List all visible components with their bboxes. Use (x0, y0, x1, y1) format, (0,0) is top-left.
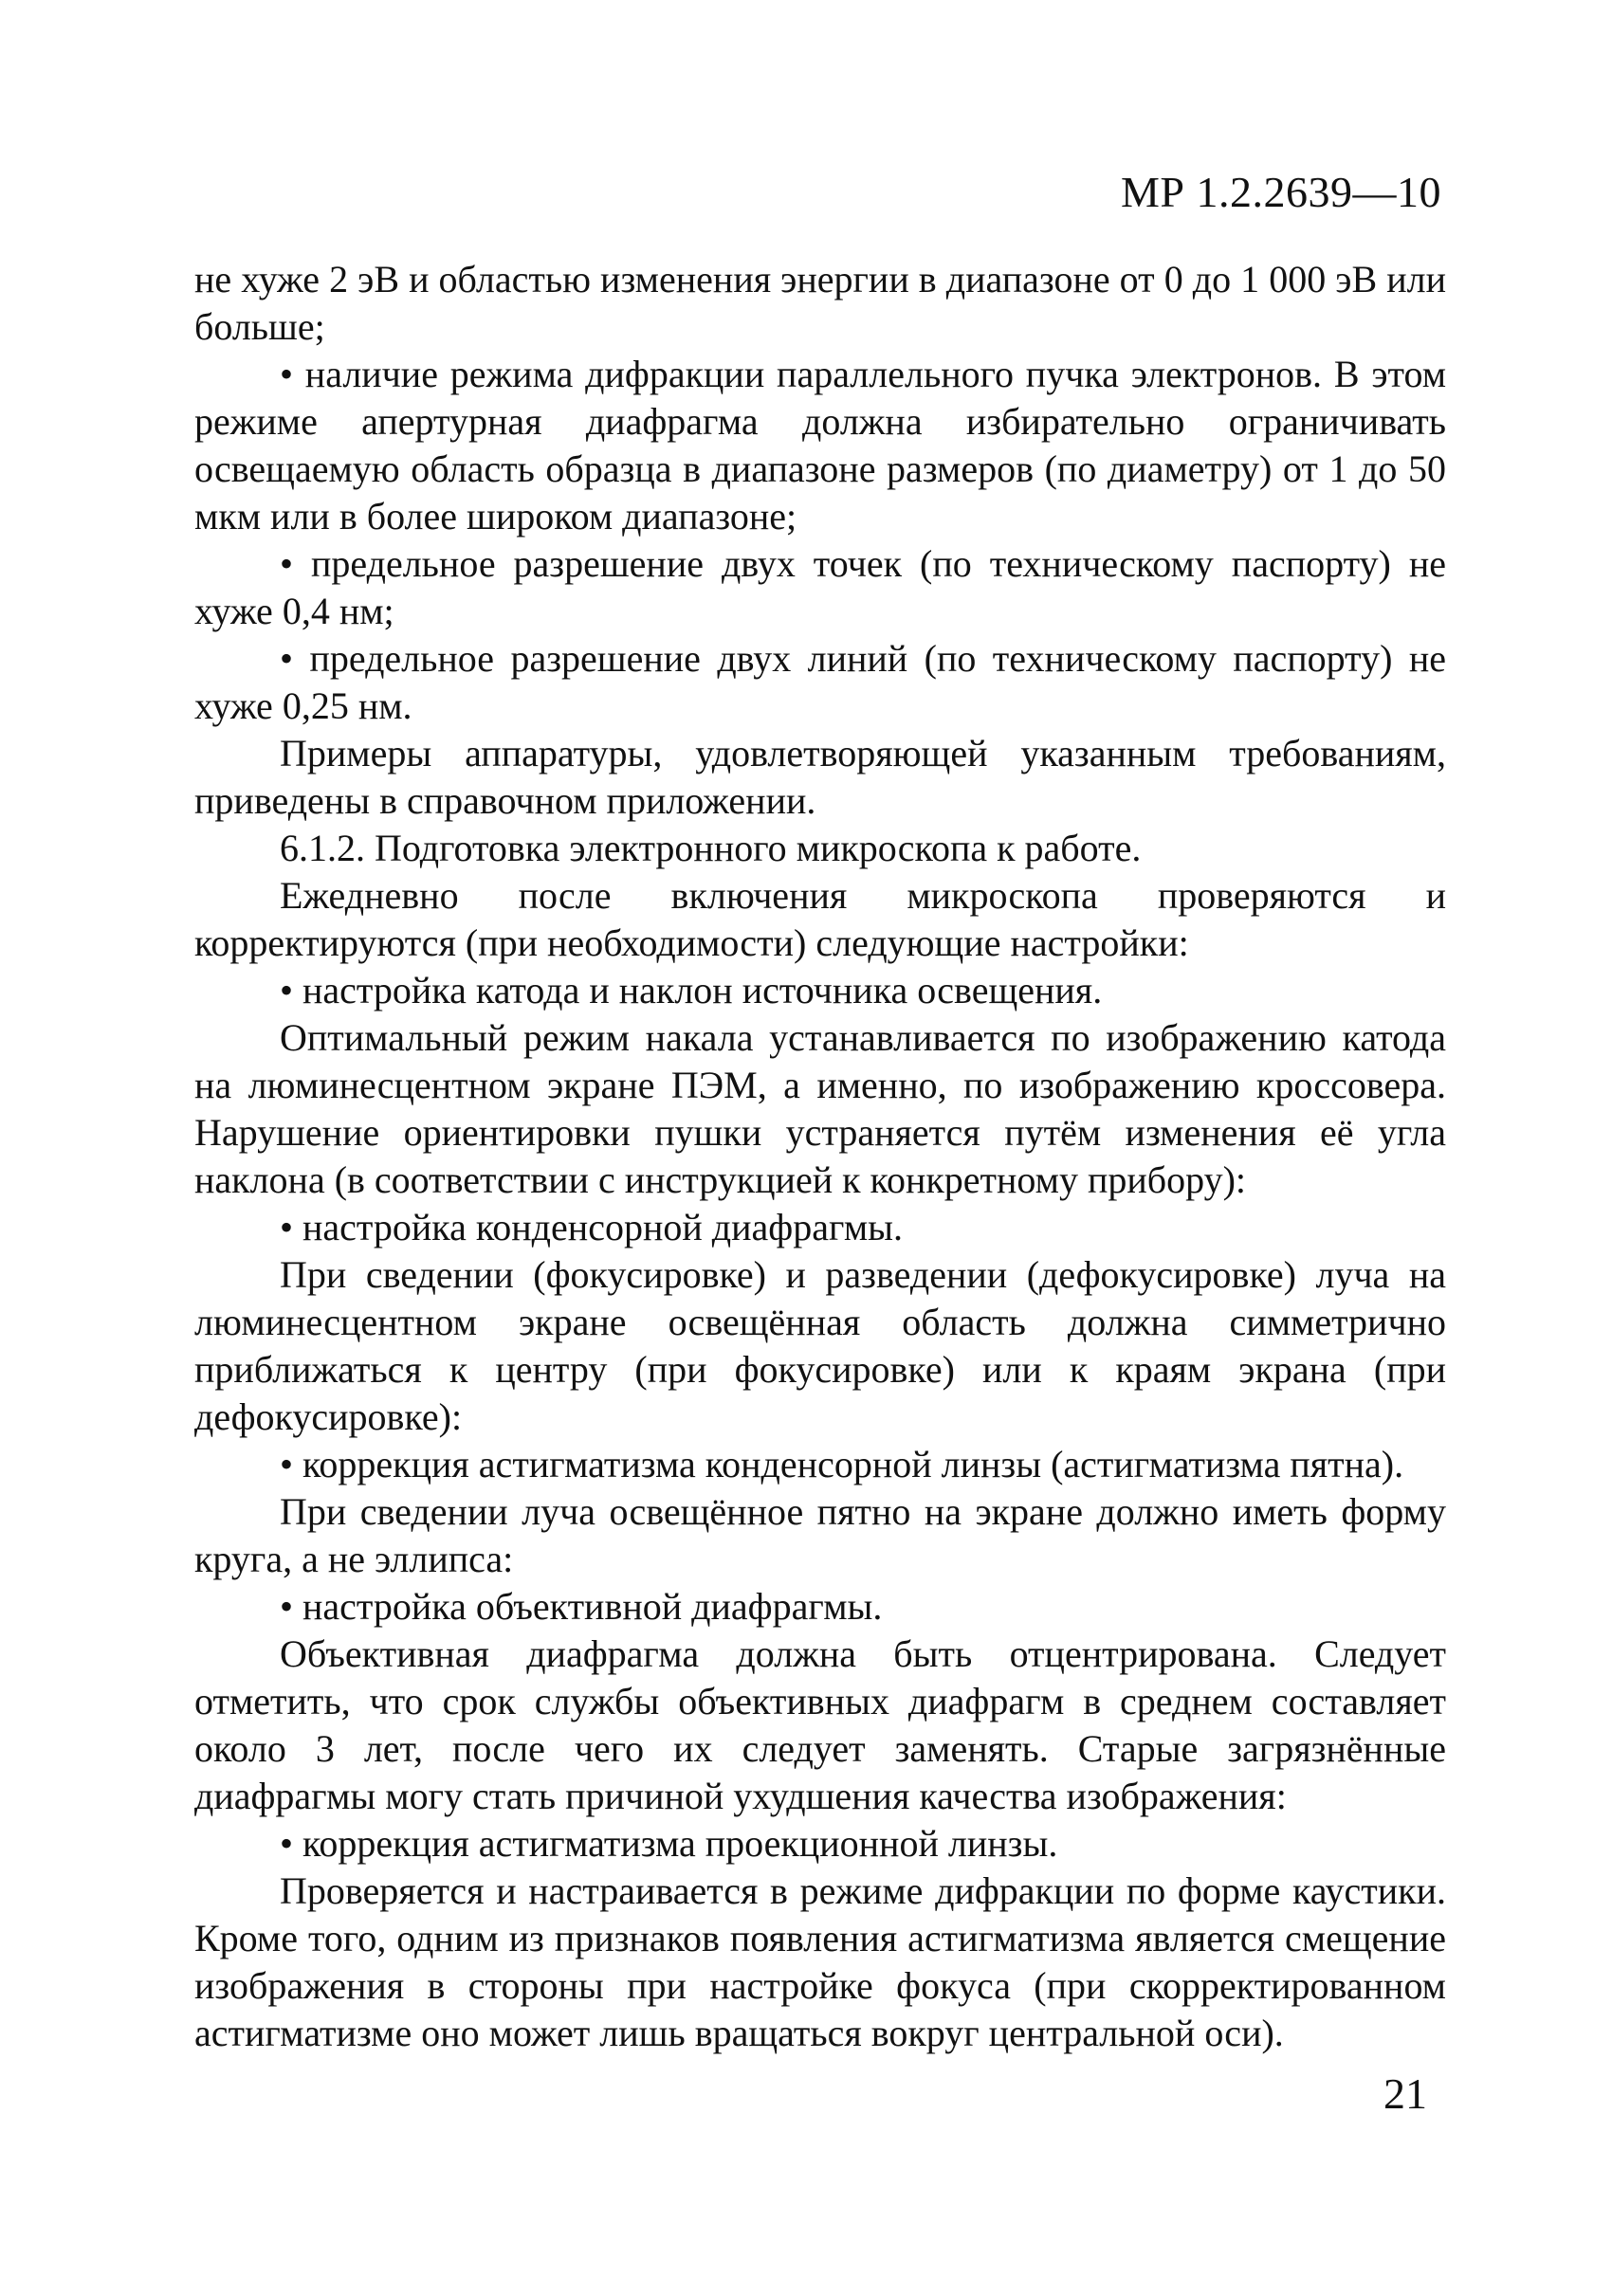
paragraph: Оптимальный режим накала устанавливается по изображению катода на люминесцентном экране ПЭМ, а именно, по изображению кроссовера. Нарушение ориентировки пушки устраняется путём изменения её угла наклона (в соответствии с инструкцией к конкретному прибору): (194, 1016, 1446, 1201)
bullet-item: • предельное разрешение двух линий (по техническому паспорту) не хуже 0,25 нм. (194, 637, 1446, 727)
paragraph: Объективная диафрагма должна быть отцентрирована. Следует отметить, что срок службы объективных диафрагм в среднем составляет около 3 лет, после чего их следует заменять. Старые загрязнённые диафрагмы могу стать причиной ухудшения качества изображения: (194, 1632, 1446, 1817)
body-text (194, 256, 1446, 2057)
document-code: МР 1.2.2639—10 (1121, 168, 1441, 216)
bullet-item: • предельное разрешение двух точек (по техническому паспорту) не хуже 0,4 нм; (194, 542, 1446, 632)
bullet-item: • коррекция астигматизма конденсорной линзы (астигматизма пятна). (280, 1443, 1404, 1485)
bullet-item: • настройка объективной диафрагмы. (280, 1585, 883, 1628)
bullet-item: • настройка конденсорной диафрагмы. (280, 1206, 904, 1248)
bullet-item: • наличие режима дифракции параллельного пучка электронов. В этом режиме апертурная диафрагма должна избирательно ограничивать освещаемую область образца в диапазоне размеров (по диаметру) от 1 до 50 мкм или в более широком диапазоне; (194, 353, 1446, 538)
paragraph: Проверяется и настраивается в режиме дифракции по форме каустики. Кроме того, одним из признаков появления астигматизма является смещение изображения в стороны при настройке фокуса (при скорректированном астигматизме оно может лишь вращаться вокруг центральной оси). (194, 1869, 1446, 2054)
bullet-item: • настройка катода и наклон источника освещения. (280, 969, 1103, 1011)
paragraph: Ежедневно после включения микроскопа проверяются и корректируются (при необходимости) следующие настройки: (194, 874, 1446, 964)
bullet-item: • коррекция астигматизма проекционной линзы. (280, 1822, 1058, 1865)
paragraph: не хуже 2 эВ и областью изменения энергии в диапазоне от 0 до 1 000 эВ или больше; (194, 258, 1446, 348)
section-heading: 6.1.2. Подготовка электронного микроскопа к работе. (280, 827, 1142, 869)
paragraph: При сведении луча освещённое пятно на экране должно иметь форму круга, а не эллипса: (194, 1490, 1446, 1580)
page-number: 21 (1383, 2069, 1427, 2118)
paragraph: При сведении (фокусировке) и разведении (дефокусировке) луча на люминесцентном экране освещённая область должна симметрично приближаться к центру (при фокусировке) или к краям экрана (при дефокусировке): (194, 1253, 1446, 1438)
paragraph: Примеры аппаратуры, удовлетворяющей указанным требованиям, приведены в справочном приложении. (194, 732, 1446, 822)
